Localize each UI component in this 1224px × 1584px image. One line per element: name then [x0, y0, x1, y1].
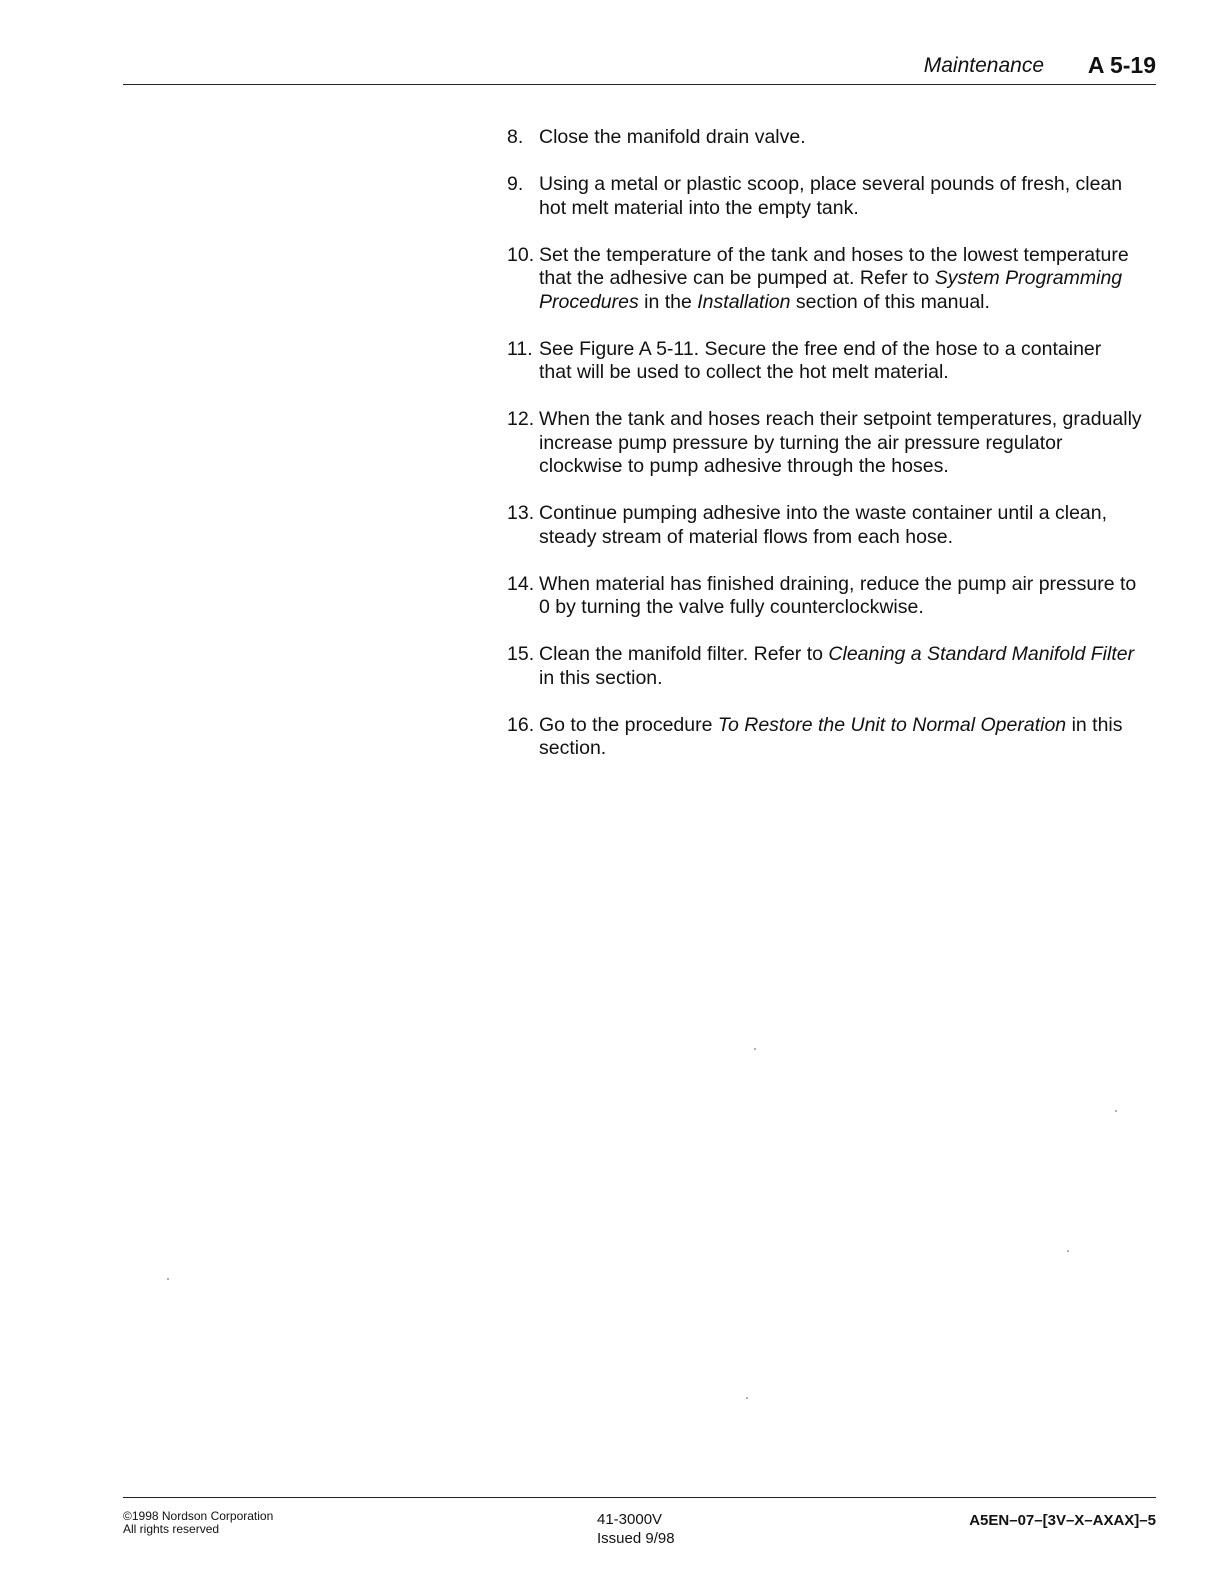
step-text: [539, 408, 1167, 479]
page-header: [123, 50, 1156, 85]
step-text: [539, 338, 1167, 385]
step-text-line: that the adhesive can be pumped at. Refer to System Programming: [539, 267, 1123, 289]
step-text-line: Close the manifold drain valve.: [539, 126, 806, 148]
step-text-line: that will be used to collect the hot melt material.: [539, 361, 949, 383]
procedure-step: [507, 173, 1167, 220]
step-number: 9.: [507, 173, 524, 195]
procedure-step: [507, 126, 1167, 150]
document-info: [597, 1510, 675, 1548]
step-number: 15.: [507, 643, 535, 665]
step-text-line: section.: [539, 737, 607, 759]
step-text-line: 0 by turning the valve fully counterclockwise.: [539, 596, 924, 618]
step-text-line: See Figure A 5-11. Secure the free end of the hose to a container: [539, 337, 1102, 360]
step-number: 16.: [507, 713, 535, 736]
step-text-line: When material has finished draining, reduce the pump air pressure to: [539, 572, 1137, 595]
step-text-line: Clean the manifold filter. Refer to Cleaning a Standard Manifold Filter: [539, 643, 1135, 665]
cross-reference: System Programming: [934, 267, 1123, 289]
step-text-line: clockwise to pump adhesive through the hoses.: [539, 455, 949, 477]
copyright-notice: [123, 1510, 273, 1536]
step-text: [539, 126, 1167, 150]
step-text: [539, 173, 1167, 220]
copyright-text: ©1998 Nordson Corporation: [123, 1509, 274, 1523]
scan-speck: [1067, 1250, 1069, 1252]
step-text: [539, 244, 1167, 315]
procedure-step: [507, 643, 1167, 690]
procedure-steps: [507, 126, 1167, 784]
step-text: [539, 714, 1167, 761]
scan-speck: [167, 1278, 169, 1280]
issue-date: Issued 9/98: [597, 1530, 675, 1547]
page-number: A 5-19: [1087, 52, 1156, 78]
cross-reference: Cleaning a Standard Manifold Filter: [828, 643, 1135, 665]
step-text-line: hot melt material into the empty tank.: [539, 196, 859, 219]
step-text-line: Set the temperature of the tank and hoses to the lowest temperature: [539, 243, 1129, 266]
scan-speck: [746, 1397, 748, 1399]
step-number: 13.: [507, 502, 535, 524]
cross-reference: Installation: [697, 290, 791, 313]
cross-reference: To Restore the Unit to Normal Operation: [717, 713, 1067, 736]
step-text: [539, 502, 1167, 549]
scan-speck: [754, 1048, 756, 1050]
step-text-line: When the tank and hoses reach their setpoint temperatures, gradually: [539, 408, 1142, 430]
step-text-line: Using a metal or plastic scoop, place several pounds of fresh, clean: [539, 173, 1123, 195]
document-number: 41-3000V: [597, 1511, 663, 1528]
part-code: A5EN–07–[3V–X–AXAX]–5: [969, 1512, 1156, 1529]
procedure-step: [507, 502, 1167, 549]
step-text-line: Procedures in the Installation section of this manual.: [539, 290, 990, 313]
page-footer: [123, 1497, 1156, 1558]
cross-reference: Procedures: [539, 290, 639, 313]
step-text-line: Go to the procedure To Restore the Unit to Normal Operation in this: [539, 713, 1123, 736]
step-text: [539, 643, 1167, 690]
step-text-line: increase pump pressure by turning the air pressure regulator: [539, 431, 1063, 454]
step-text: [539, 573, 1167, 620]
step-number: 8.: [507, 126, 524, 148]
procedure-step: [507, 714, 1167, 761]
section-title: Maintenance: [923, 54, 1044, 77]
procedure-step: [507, 573, 1167, 620]
procedure-step: [507, 338, 1167, 385]
procedure-step: [507, 408, 1167, 479]
step-text-line: steady stream of material flows from each hose.: [539, 525, 954, 548]
step-text-line: Continue pumping adhesive into the waste container until a clean,: [539, 502, 1108, 524]
step-text-line: in this section.: [539, 666, 663, 689]
procedure-step: [507, 244, 1167, 315]
scan-speck: [1115, 1110, 1117, 1112]
rights-text: All rights reserved: [123, 1522, 220, 1536]
step-number: 10.: [507, 243, 535, 266]
step-number: 12.: [507, 408, 535, 430]
step-number: 14.: [507, 572, 535, 595]
step-number: 11.: [507, 337, 533, 360]
